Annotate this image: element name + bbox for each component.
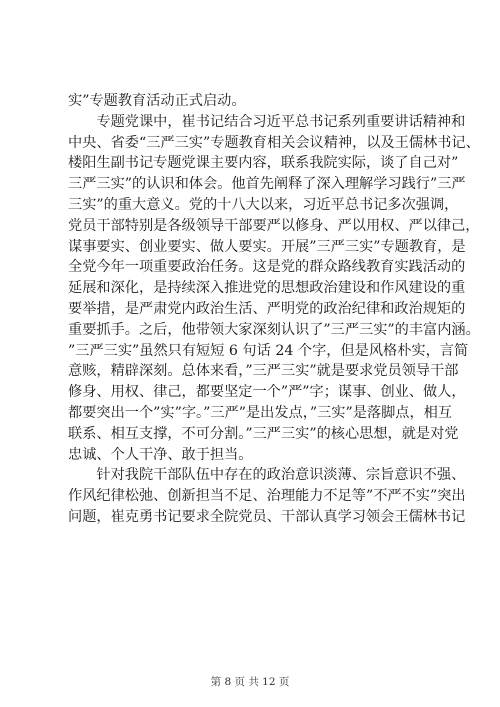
text-line: 针对我院干部队伍中存在的政治意识淡薄、宗旨意识不强、 xyxy=(68,467,466,484)
text-line: 重要抓手。之后，他带领大家深刻认识了”三严三实”的丰富内涵。 xyxy=(68,321,480,338)
text-line: 问题，崔克勇书记要求全院党员、干部认真学习领会王儒林书记 xyxy=(68,509,466,525)
text-line: 中央、省委“三严三实”专题教育相关会议精神，以及王儒林书记、 xyxy=(68,134,480,151)
text-line: 实”专题教育活动正式启动。 xyxy=(68,93,246,109)
text-line: ”三严三实”虽然只有短短 6 句话 24 个字，但是风格朴实，言简 xyxy=(68,342,469,359)
text-line: 延展和深化，是持续深入推进党的思想政治建设和作风建设的重 xyxy=(68,280,466,297)
text-line: 全党今年一项重要政治任务。这是党的群众路线教育实践活动的 xyxy=(68,259,466,276)
text-line: 专题党课中，崔书记结合习近平总书记系列重要讲话精神和 xyxy=(68,113,466,130)
page-footer: 第 8 页 共 12 页 xyxy=(210,676,290,688)
text-line: 联系、相互支撑，不可分割。”三严三实”的核心思想，就是对党 xyxy=(68,425,459,442)
text-line: 要举措，是严肃党内政治生活、严明党的政治纪律和政治规矩的 xyxy=(68,301,466,317)
text-line: 忠诚、个人干净、敢于担当。 xyxy=(68,446,253,463)
text-line: 意赅，精辟深刻。总体来看，”三严三实”就是要求党员领导干部 xyxy=(68,363,459,380)
text-line: 三严三实”的认识和体会。他首先阐释了深入理解学习践行”三严 xyxy=(68,176,466,193)
text-line: 三实”的重大意义。党的十八大以来，习近平总书记多次强调， xyxy=(68,197,459,213)
text-line: 楼阳生副书记专题党课主要内容，联系我院实际，谈了自己对” xyxy=(68,155,459,172)
text-line: 修身、用权、律己，都要坚定一个”严”字；谋事、创业、做人， xyxy=(68,384,466,401)
text-line: 作风纪律松弛、创新担当不足、治理能力不足等”不严不实”突出 xyxy=(68,488,466,505)
text-line: 党员干部特别是各级领导干部要严以修身、严以用权、严以律己， xyxy=(68,217,480,234)
text-line: 谋事要实、创业要实、做人要实。开展”三严三实”专题教育，是 xyxy=(68,238,466,255)
text-line: 都要突出一个”实”字。”三严”是出发点，”三实”是落脚点，相互 xyxy=(68,405,453,421)
